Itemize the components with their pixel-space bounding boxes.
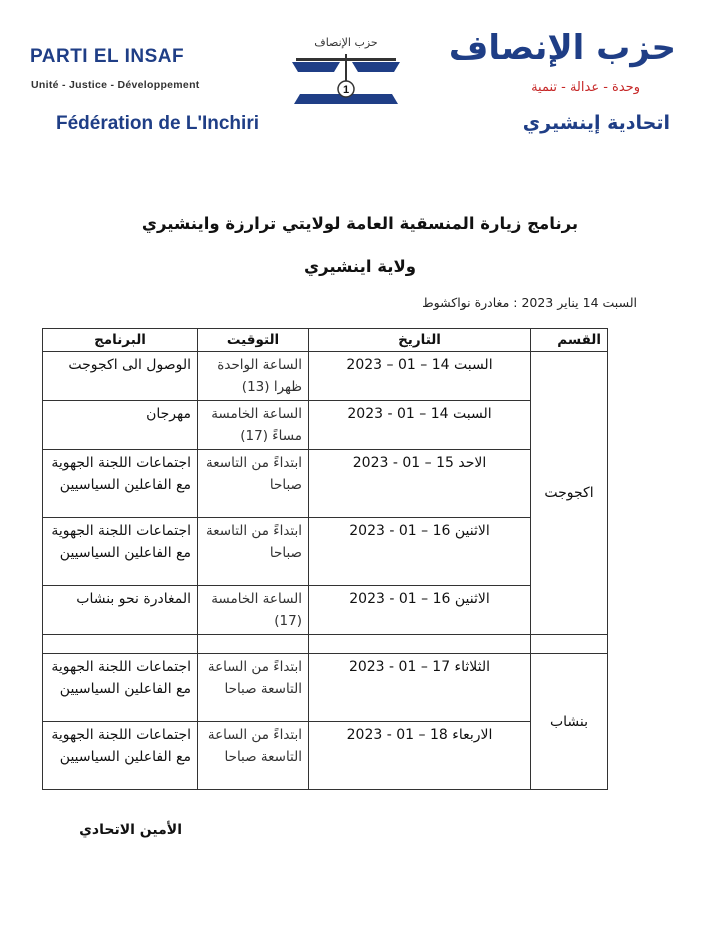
table-row: [43, 586, 608, 635]
table-row: [43, 722, 608, 790]
section-cell: اكجوجت: [531, 352, 608, 635]
time-cell: ابتداءً من الساعة التاسعة صباحا: [198, 654, 309, 722]
time-cell: ابتداءً من التاسعة صباحا: [198, 518, 309, 586]
empty-cell: [43, 635, 198, 654]
departure-note: السبت 14 يناير 2023 : مغادرة نواكشوط: [422, 295, 637, 310]
logo-caption: حزب الإنصاف: [314, 36, 378, 49]
time-cell: ابتداءً من التاسعة صباحا: [198, 450, 309, 518]
document-title: برنامج زيارة المنسقية العامة لولايتي ترارزة واينشيري: [141, 214, 579, 233]
date-cell: الثلاثاء 17 – 01 - 2023: [309, 654, 531, 722]
empty-cell: [309, 635, 531, 654]
date-cell: السبت 14 – 01 - 2023: [309, 401, 531, 450]
time-cell: الساعة الواحدة ظهرا (13): [198, 352, 309, 401]
program-cell: اجتماعات اللجنة الجهوية مع الفاعلين السياسيين: [43, 722, 198, 790]
federation-name-fr: Fédération de L'Inchiri: [56, 113, 259, 134]
party-name-fr: PARTI EL INSAF: [30, 46, 185, 67]
party-name-ar: حزب الإنصاف: [448, 28, 676, 68]
time-cell: الساعة الخامسة مساءً (17): [198, 401, 309, 450]
program-cell: اجتماعات اللجنة الجهوية مع الفاعلين السياسيين: [43, 518, 198, 586]
spacer-row: [43, 635, 608, 654]
signature-title: الأمين الاتحادي: [79, 822, 182, 838]
time-cell: ابتداءً من الساعة التاسعة صباحا: [198, 722, 309, 790]
time-cell: الساعة الخامسة (17): [198, 586, 309, 635]
table-row: [43, 654, 608, 722]
empty-cell: [531, 635, 608, 654]
federation-name-ar: اتحادية إينشيري: [522, 112, 670, 134]
program-cell: اجتماعات اللجنة الجهوية مع الفاعلين السياسيين: [43, 450, 198, 518]
table-row: [43, 352, 608, 401]
program-cell: مهرجان: [43, 401, 198, 450]
date-cell: الاثنين 16 – 01 - 2023: [309, 586, 531, 635]
table-header-row: [43, 329, 608, 352]
table-row: [43, 450, 608, 518]
program-cell: المغادرة نحو بنشاب: [43, 586, 198, 635]
party-logo: [286, 32, 406, 106]
date-cell: الاربعاء 18 – 01 - 2023: [309, 722, 531, 790]
visit-schedule-table: [42, 328, 608, 790]
header-time: التوقيت: [198, 329, 309, 352]
party-motto-ar: وحدة - عدالة - تنمية: [531, 80, 640, 95]
party-motto-fr: Unité - Justice - Développement: [31, 79, 200, 91]
date-cell: الاثنين 16 – 01 - 2023: [309, 518, 531, 586]
empty-cell: [198, 635, 309, 654]
program-cell: اجتماعات اللجنة الجهوية مع الفاعلين السياسيين: [43, 654, 198, 722]
table-row: [43, 401, 608, 450]
program-cell: الوصول الى اكجوجت: [43, 352, 198, 401]
logo-number: 1: [342, 84, 350, 96]
table-row: [43, 518, 608, 586]
date-cell: الاحد 15 – 01 - 2023: [309, 450, 531, 518]
header-date: التاريخ: [309, 329, 531, 352]
date-cell: السبت 14 – 01 – 2023: [309, 352, 531, 401]
header-program: البرنامج: [43, 329, 198, 352]
section-cell: بنشاب: [531, 654, 608, 790]
document-subtitle: ولاية اينشيري: [304, 257, 416, 276]
header-section: القسم: [531, 329, 608, 352]
